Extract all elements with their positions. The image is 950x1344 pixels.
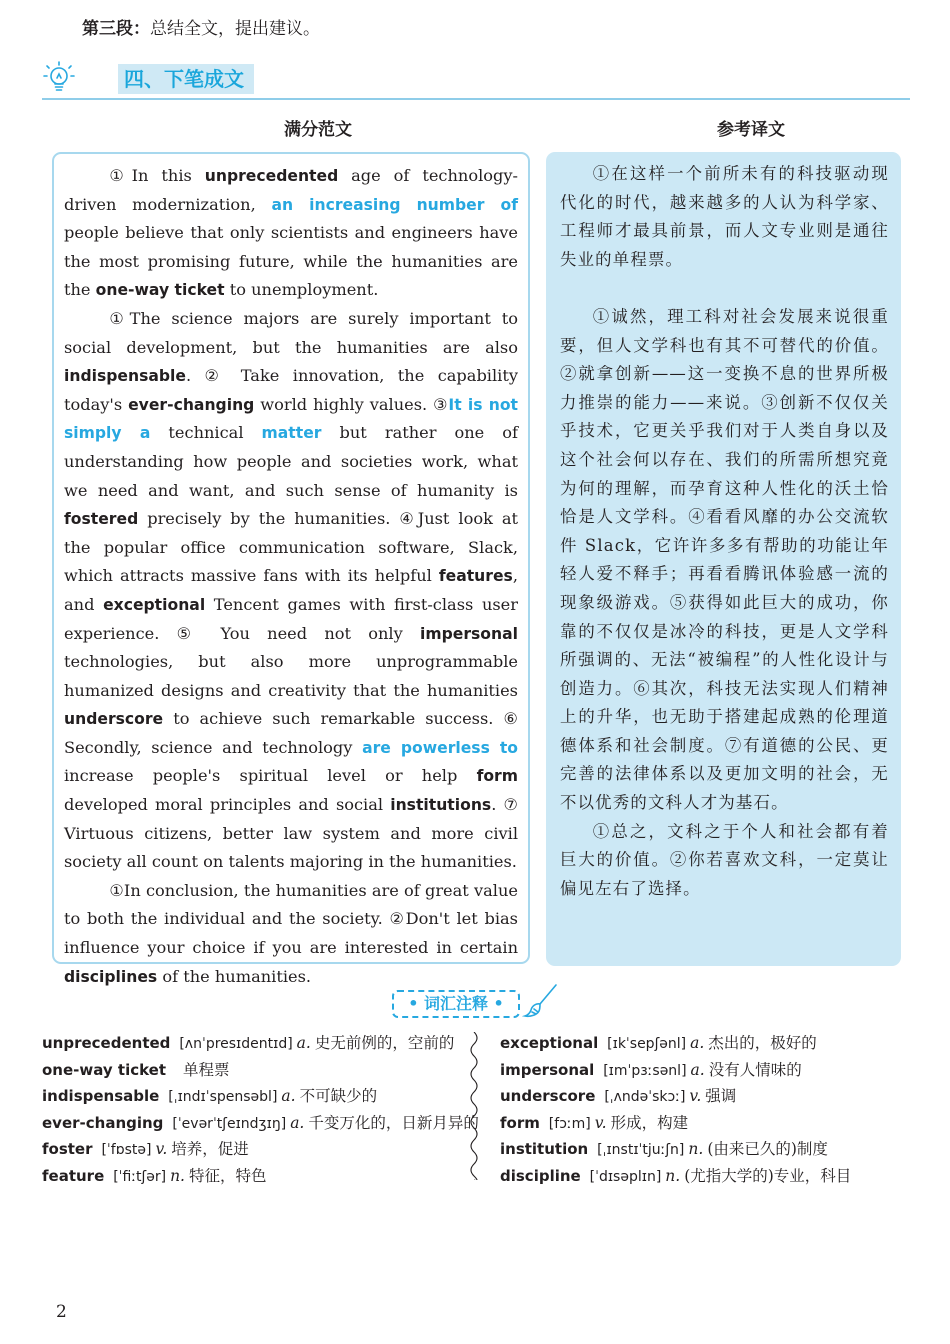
brush-icon	[522, 982, 560, 1020]
vocab-word: underscore	[500, 1087, 596, 1106]
vocab-phonetic: [ˌɪnstɪˈtjuːʃn]	[597, 1142, 685, 1159]
vocab-phonetic: [ˌɪndɪˈspensəbl]	[168, 1089, 278, 1106]
vocab-list-left	[42, 1030, 479, 1190]
vocab-word: institution	[500, 1140, 589, 1159]
vocab-word: ever-changing	[42, 1113, 164, 1132]
vocab-phonetic: [ʌnˈpresɪdentɪd]	[179, 1036, 293, 1052]
section-title: 四、下笔成文	[118, 64, 254, 94]
lightbulb-icon	[42, 60, 76, 96]
essay-paragraph-1: ①In this unprecedented age of technology-driven modernization, an increasing number of people believe that only scientists and engineers have the most promising future, while the humanities are the one-way ticket to unemployment.	[64, 166, 518, 300]
vocab-term: fostered	[64, 510, 139, 529]
vocab-entry	[500, 1057, 851, 1084]
vocab-entry	[42, 1110, 479, 1137]
vocab-phonetic: [ˈevərˈtʃeɪndʒɪŋ]	[172, 1115, 287, 1132]
vocab-meaning: 特征，特色	[188, 1166, 267, 1185]
vocab-term: exceptional	[103, 595, 206, 614]
vocab-pos: a.	[281, 1087, 296, 1106]
vocab-word: discipline	[500, 1166, 581, 1185]
vocab-phonetic: [ɪkˈsepʃənl]	[607, 1036, 687, 1052]
vocab-word: one-way ticket	[42, 1060, 167, 1079]
vocab-term: disciplines	[64, 967, 158, 986]
translation-heading: 参考译文	[717, 120, 785, 140]
vocab-pos: n.	[170, 1166, 185, 1185]
vocab-pos: v.	[689, 1087, 702, 1106]
vocab-phonetic: [ˈdɪsəplɪn]	[589, 1168, 662, 1185]
vocab-meaning: 强调	[705, 1087, 737, 1106]
vocab-phonetic: [ɪmˈpɜːsənl]	[603, 1062, 687, 1079]
vocab-meaning: (由来已久的)制度	[707, 1140, 828, 1159]
translation-box	[546, 152, 901, 966]
vocab-word: feature	[42, 1166, 105, 1185]
model-essay-box	[52, 152, 530, 986]
key-phrase: matter	[261, 424, 322, 443]
translation-paragraph-1: ①在这样一个前所未有的科技驱动现代化的时代，越来越多的人认为科学家、工程师才最具前景，而人文专业则是通往失业的单程票。	[560, 164, 889, 269]
vocab-entry	[42, 1136, 479, 1163]
vocab-meaning: 不可缺少的	[299, 1087, 378, 1106]
vocab-phonetic: [fɔːm]	[548, 1115, 591, 1132]
vocab-term: form	[476, 767, 518, 786]
vocab-meaning: 单程票	[182, 1060, 230, 1079]
vocab-entry	[500, 1136, 851, 1163]
vocab-meaning: (尤指大学的)专业，科目	[684, 1166, 852, 1185]
intro-label: 第三段：	[82, 19, 150, 39]
vocab-entry	[42, 1057, 479, 1084]
vocab-term: features	[438, 567, 513, 586]
vocab-term: institutions	[390, 796, 492, 815]
vocab-entry	[500, 1030, 851, 1057]
essay-paragraph-3: ①In conclusion, the humanities are of great value to both the individual and the society. ②Don't let bias influence your choice if you are interested in certain disciplines of the humanities.	[64, 880, 518, 986]
vocab-entry	[42, 1163, 479, 1190]
vocab-list-right	[500, 1030, 851, 1190]
vocab-entry	[500, 1163, 851, 1190]
vocab-term: unprecedented	[204, 167, 339, 185]
essay-paragraph-2: ①The science majors are surely important to social development, but the humanities are also indispensable. ② Take innovation, the capability today's ever-changing world highly values. ③It is not simply a technical matter but rather one of understanding how people and societies work, what we need and want, and such sense of humanity is fostered precisely by the humanities. ④Just look at the popular office communication software, Slack, which attracts massive fans with its helpful features, and exceptional Tencent games with first-class user experience. ⑤ You need not only impersonal technologies, but also more unprogrammable humanized designs and creativity that the humanities underscore to achieve such remarkable success. ⑥ Secondly, science and technology are powerless to increase people's spiritual level or help form developed moral principles and social institutions. ⑦ Virtuous citizens, better law system and more civil society all count on talents majoring in the humanities.	[64, 308, 519, 872]
vocab-meaning: 培养，促进	[171, 1140, 249, 1159]
vocab-word: impersonal	[500, 1060, 595, 1079]
key-phrase: an increasing number of	[271, 195, 518, 214]
vocab-pos: a.	[690, 1060, 705, 1079]
squiggle-divider	[466, 1032, 482, 1180]
vocab-notes-title: • 词汇注释 •	[392, 990, 520, 1018]
intro-line	[82, 14, 320, 39]
vocab-term: one-way ticket	[95, 281, 225, 300]
vocab-word: foster	[42, 1140, 93, 1159]
vocab-pos: n.	[688, 1140, 704, 1159]
vocab-term: impersonal	[420, 624, 518, 643]
vocab-term: underscore	[64, 710, 164, 729]
vocab-pos: v.	[155, 1140, 168, 1159]
vocab-pos: a.	[290, 1113, 305, 1132]
vocab-meaning: 形成，构建	[610, 1113, 689, 1132]
vocab-pos: v.	[594, 1113, 607, 1132]
section-header	[42, 60, 910, 100]
section-divider	[42, 98, 910, 100]
vocab-phonetic: [ˈfɒstə]	[101, 1142, 152, 1159]
vocab-word: exceptional	[500, 1034, 599, 1052]
vocab-meaning: 史无前例的，空前的	[314, 1034, 455, 1052]
page-number: 2	[56, 1302, 67, 1322]
vocab-pos: a.	[690, 1034, 705, 1052]
vocab-entry	[500, 1110, 851, 1137]
vocab-meaning: 没有人情味的	[708, 1060, 802, 1079]
model-essay-heading: 满分范文	[284, 120, 352, 140]
key-phrase: It is not simply a	[64, 395, 518, 443]
vocab-entry	[42, 1083, 479, 1110]
key-phrase: are powerless to	[362, 738, 518, 757]
vocab-term: indispensable	[64, 367, 186, 386]
vocab-meaning: 千变万化的，日新月异的	[308, 1113, 479, 1132]
vocab-word: indispensable	[42, 1087, 160, 1106]
vocab-entry	[500, 1083, 851, 1110]
intro-text: 总结全文，提出建议。	[150, 19, 320, 39]
vocab-entry	[42, 1030, 479, 1057]
translation-paragraph-3: ①总之，文科之于个人和社会都有着巨大的价值。②你若喜欢文科，一定莫让偏见左右了选择。	[560, 821, 889, 898]
vocab-pos: a.	[296, 1034, 311, 1052]
vocab-word: unprecedented	[42, 1034, 171, 1052]
translation-paragraph-2: ①诚然，理工科对社会发展来说很重要，但人文学科也有其不可替代的价值。②就拿创新——这一变换不息的世界所极力推崇的能力——来说。③创新不仅仅关乎技术，它更关乎我们对于人类自身以及这个社会何以存在、我们的所需所想究竟为何的理解，而孕育这种人性化的沃土恰恰是人文学科。④看看风靡的办公交流软件 Slack，它许许多多有帮助的功能让年轻人爱不释手；再看看腾讯体验感一流的现象级游戏。⑤获得如此巨大的成功，你靠的不仅仅是冰冷的科技，更是人文学科所强调的、无法“被编程”的人性化设计与创造力。⑥其次，科技无法实现人们精神上的升华，也无助于搭建起成熟的伦理道德体系和社会制度。⑦有道德的公民、更完善的法律体系以及更加文明的社会，无不以优秀的文科人才为基石。	[560, 306, 889, 813]
vocab-phonetic: [ˈfiːtʃər]	[113, 1168, 167, 1185]
vocab-phonetic: [ˌʌndəˈskɔː]	[604, 1089, 686, 1106]
vocab-word: form	[500, 1113, 540, 1132]
vocab-term: ever-changing	[128, 395, 255, 414]
vocab-meaning: 杰出的，极好的	[708, 1034, 817, 1052]
vocab-pos: n.	[665, 1166, 681, 1185]
